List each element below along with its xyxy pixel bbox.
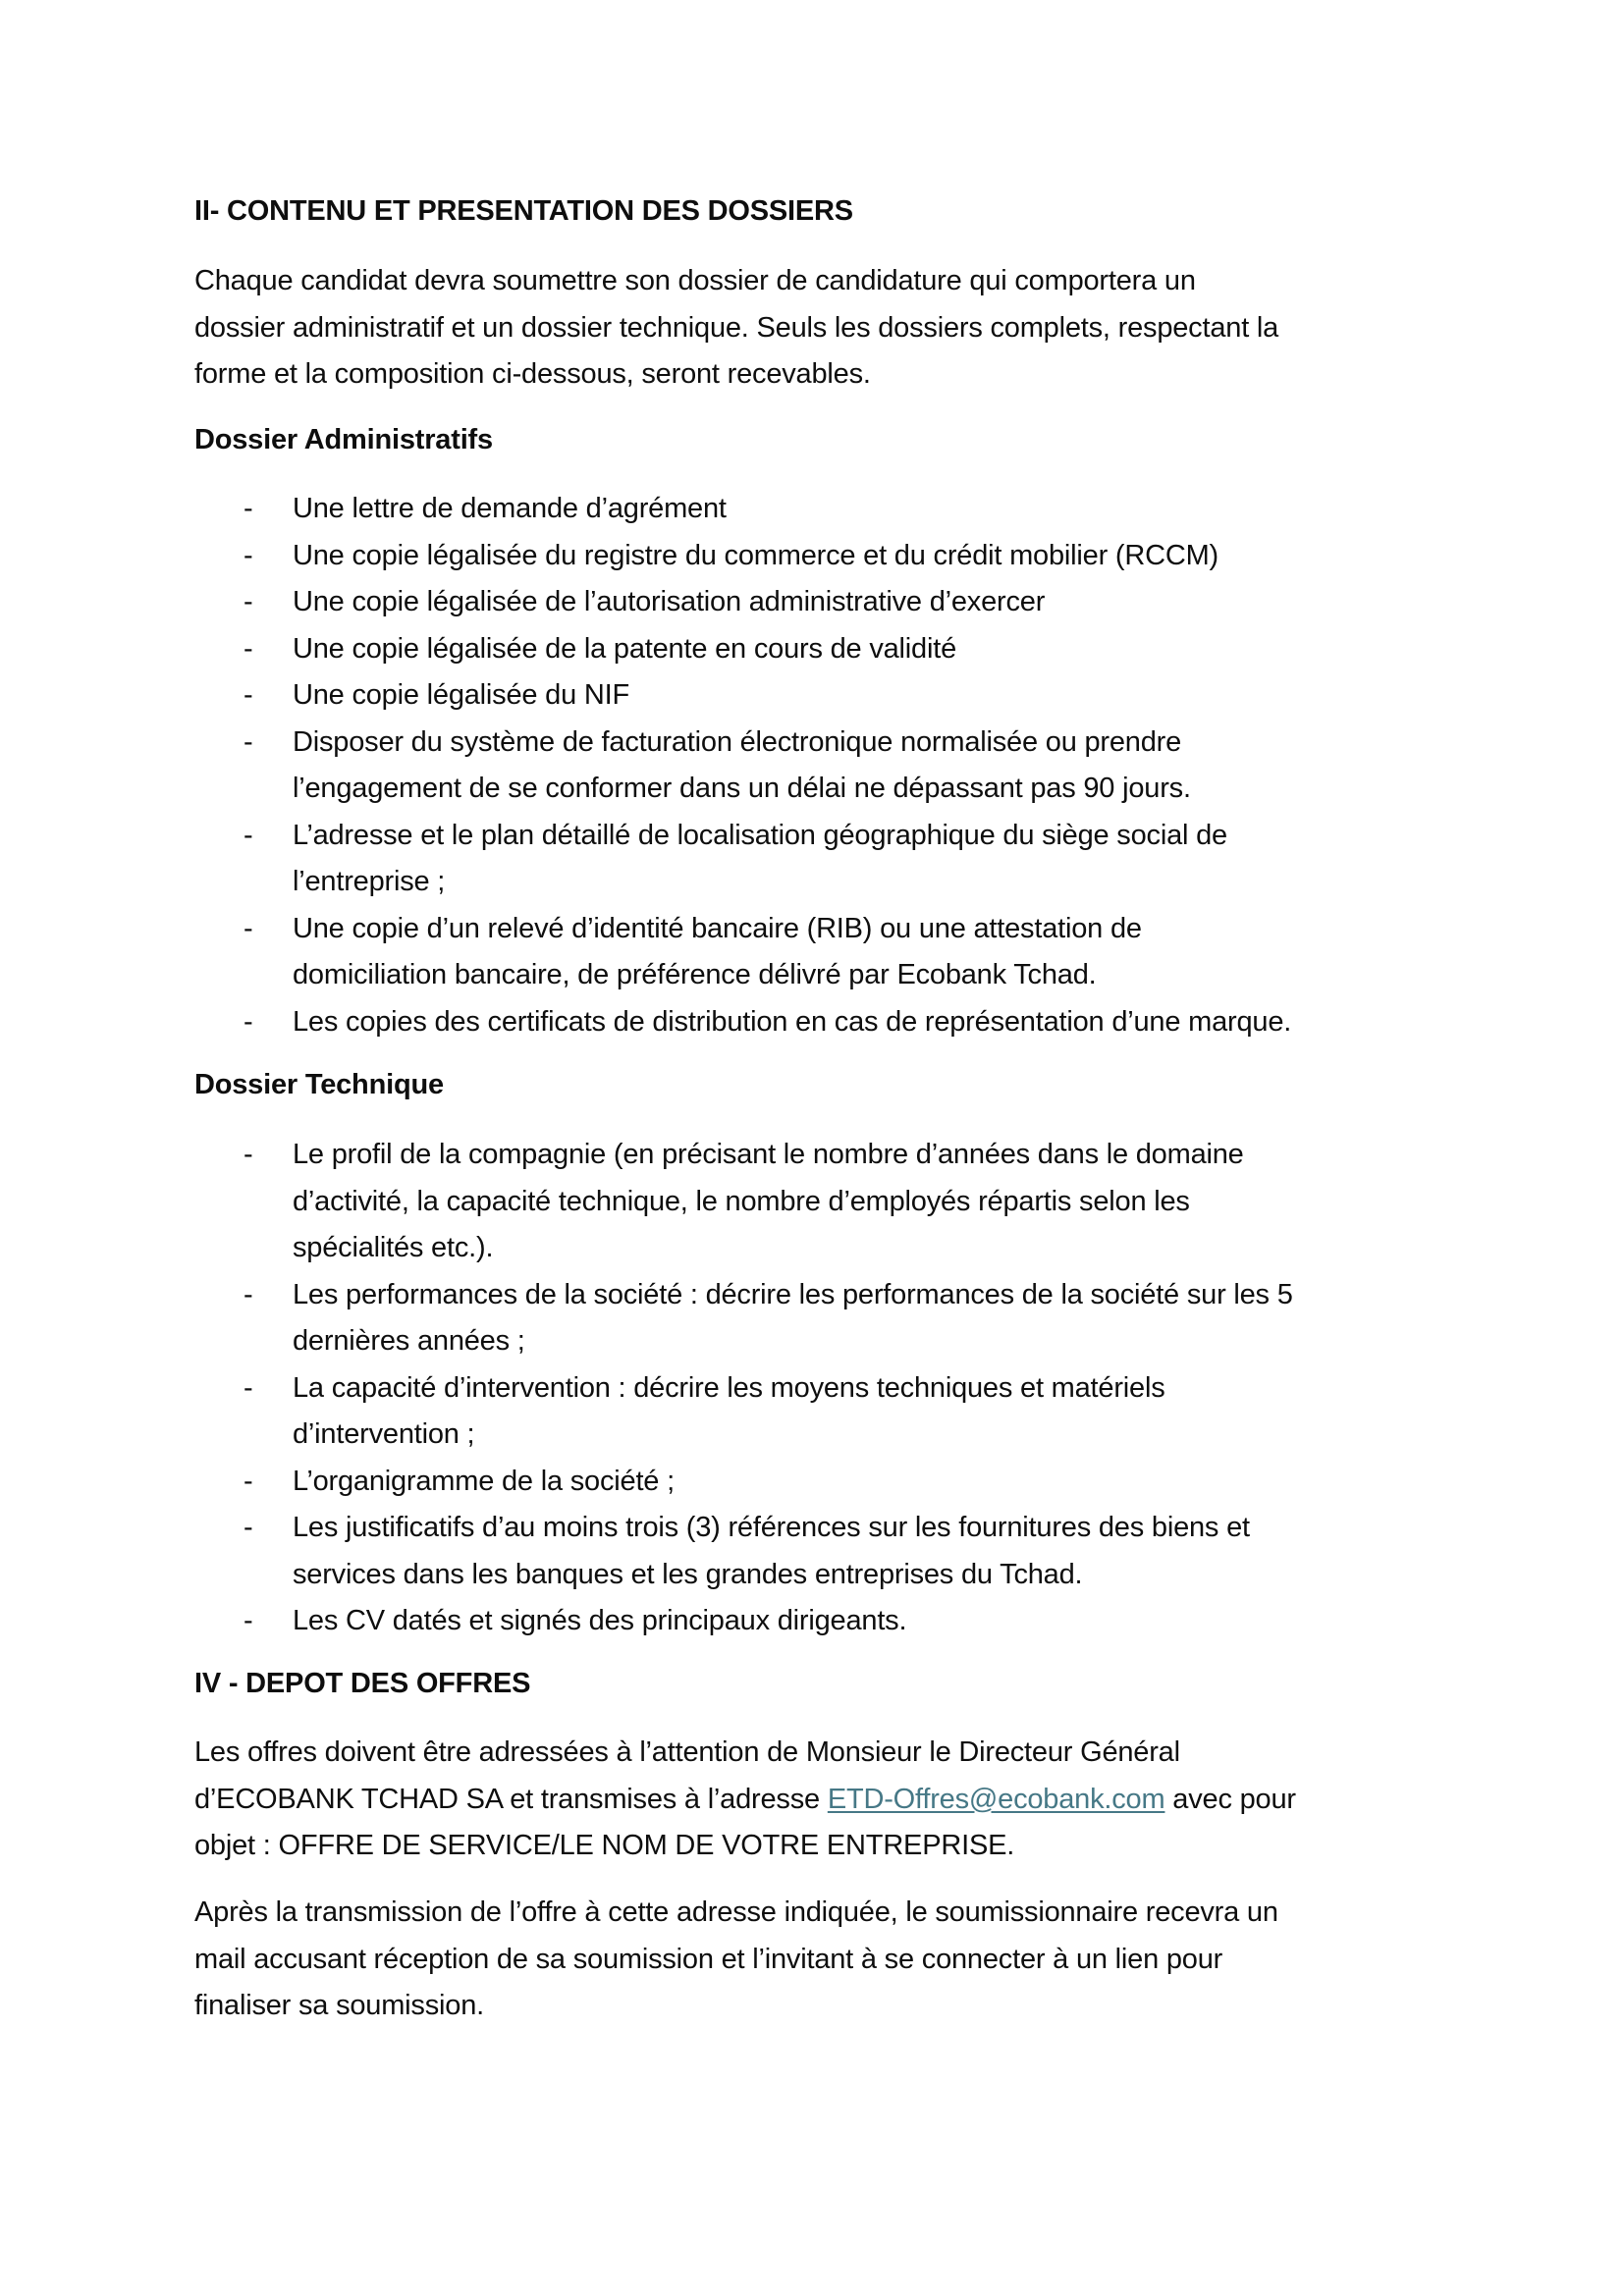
administratif-list (194, 486, 1471, 1045)
depot-paragraph-1 (194, 1730, 1461, 1870)
paragraph-line: mail accusant réception de sa soumission et l’invitant à se connecter à un lien pour (194, 1943, 1223, 1975)
list-item-text: Une copie légalisée de la patente en cours de validité (293, 632, 956, 665)
list-item (194, 813, 1471, 906)
list-item-text: Le profil de la compagnie (en précisant le nombre d’années dans le domaine (293, 1139, 1244, 1170)
list-item-text: d’intervention ; (293, 1418, 475, 1450)
list-item (194, 999, 1471, 1046)
list-item-text: La capacité d’intervention : décrire les moyens techniques et matériels (293, 1371, 1165, 1404)
dash-bullet-icon: - (244, 1512, 253, 1543)
paragraph-line: finaliser sa soumission. (194, 1990, 484, 2021)
section-title-contenu: II- CONTENU ET PRESENTATION DES DOSSIERS (194, 195, 853, 227)
list-item (194, 579, 1471, 626)
dash-bullet-icon: - (244, 1005, 253, 1038)
list-item-text: L’organigramme de la société ; (293, 1465, 675, 1497)
list-item (194, 1132, 1471, 1272)
list-item (194, 720, 1471, 813)
paragraph-line: Les offres doivent être adressées à l’attention de Monsieur le Directeur Général (194, 1736, 1180, 1768)
dash-bullet-icon: - (244, 1139, 253, 1170)
list-item (194, 1459, 1471, 1506)
dash-bullet-icon: - (244, 679, 253, 711)
list-item (194, 1365, 1471, 1459)
list-item (194, 626, 1471, 673)
list-item-text: Les justificatifs d’au moins trois (3) références sur les fournitures des biens et (293, 1512, 1250, 1543)
intro-line: forme et la composition ci-dessous, seront recevables. (194, 358, 871, 390)
list-item (194, 1598, 1471, 1645)
list-item-text: L’adresse et le plan détaillé de localisation géographique du siège social de (293, 819, 1227, 851)
list-item-text: Les performances de la société : décrire les performances de la société sur les 5 (293, 1278, 1293, 1310)
list-item-text: Une lettre de demande d’agrément (293, 493, 727, 524)
list-item-text: Une copie légalisée de l’autorisation administrative d’exercer (293, 586, 1046, 617)
list-item-text: Une copie légalisée du NIF (293, 679, 629, 711)
paragraph-line: Après la transmission de l’offre à cette adresse indiquée, le soumissionnaire recevra un (194, 1896, 1278, 1928)
dash-bullet-icon: - (244, 586, 253, 617)
list-item (194, 1505, 1471, 1598)
paragraph-line (194, 1777, 1461, 1824)
list-item-text: Disposer du système de facturation électronique normalisée ou prendre (293, 725, 1182, 758)
list-item-text: l’entreprise ; (293, 866, 446, 897)
list-item (194, 533, 1471, 580)
dash-bullet-icon: - (244, 493, 253, 524)
technique-list (194, 1132, 1471, 1645)
list-item (194, 486, 1471, 533)
dash-bullet-icon: - (244, 912, 253, 944)
list-item-text: services dans les banques et les grandes entreprises du Tchad. (293, 1558, 1083, 1590)
heading-dossier-administratifs: Dossier Administratifs (194, 424, 493, 455)
dash-bullet-icon: - (244, 725, 253, 758)
list-item-text: l’engagement de se conformer dans un délai ne dépassant pas 90 jours. (293, 773, 1191, 804)
list-item-text: spécialités etc.). (293, 1232, 494, 1263)
list-item-text: d’activité, la capacité technique, le nombre d’employés répartis selon les (293, 1185, 1190, 1217)
dash-bullet-icon: - (244, 1465, 253, 1497)
intro-line: dossier administratif et un dossier technique. Seuls les dossiers complets, respectant la (194, 311, 1279, 344)
section-title-depot: IV - DEPOT DES OFFRES (194, 1668, 531, 1699)
dash-bullet-icon: - (244, 819, 253, 851)
dash-bullet-icon: - (244, 1278, 253, 1310)
list-item (194, 906, 1471, 999)
list-item-text: Les copies des certificats de distribution en cas de représentation d’une marque. (293, 1005, 1292, 1038)
list-item-text: Une copie d’un relevé d’identité bancaire (RIB) ou une attestation de (293, 912, 1142, 944)
depot-paragraph-2 (194, 1890, 1461, 2030)
list-item-text: dernières années ; (293, 1325, 525, 1357)
dash-bullet-icon: - (244, 539, 253, 571)
dash-bullet-icon: - (244, 632, 253, 665)
list-item-text: Les CV datés et signés des principaux dirigeants. (293, 1605, 907, 1636)
dash-bullet-icon: - (244, 1605, 253, 1636)
paragraph-line: objet : OFFRE DE SERVICE/LE NOM DE VOTRE ENTREPRISE. (194, 1830, 1015, 1861)
paragraph-text: avec pour (1164, 1783, 1296, 1815)
intro-paragraph (194, 258, 1461, 399)
heading-dossier-technique: Dossier Technique (194, 1069, 444, 1100)
intro-line: Chaque candidat devra soumettre son dossier de candidature qui comportera un (194, 265, 1196, 296)
list-item (194, 1272, 1471, 1365)
list-item (194, 672, 1471, 720)
email-link[interactable]: ETD-Offres@ecobank.com (827, 1783, 1165, 1815)
paragraph-text: d’ECOBANK TCHAD SA et transmises à l’adresse (194, 1783, 828, 1815)
list-item-text: domiciliation bancaire, de préférence délivré par Ecobank Tchad. (293, 959, 1097, 990)
dash-bullet-icon: - (244, 1371, 253, 1404)
list-item-text: Une copie légalisée du registre du commerce et du crédit mobilier (RCCM) (293, 539, 1218, 571)
